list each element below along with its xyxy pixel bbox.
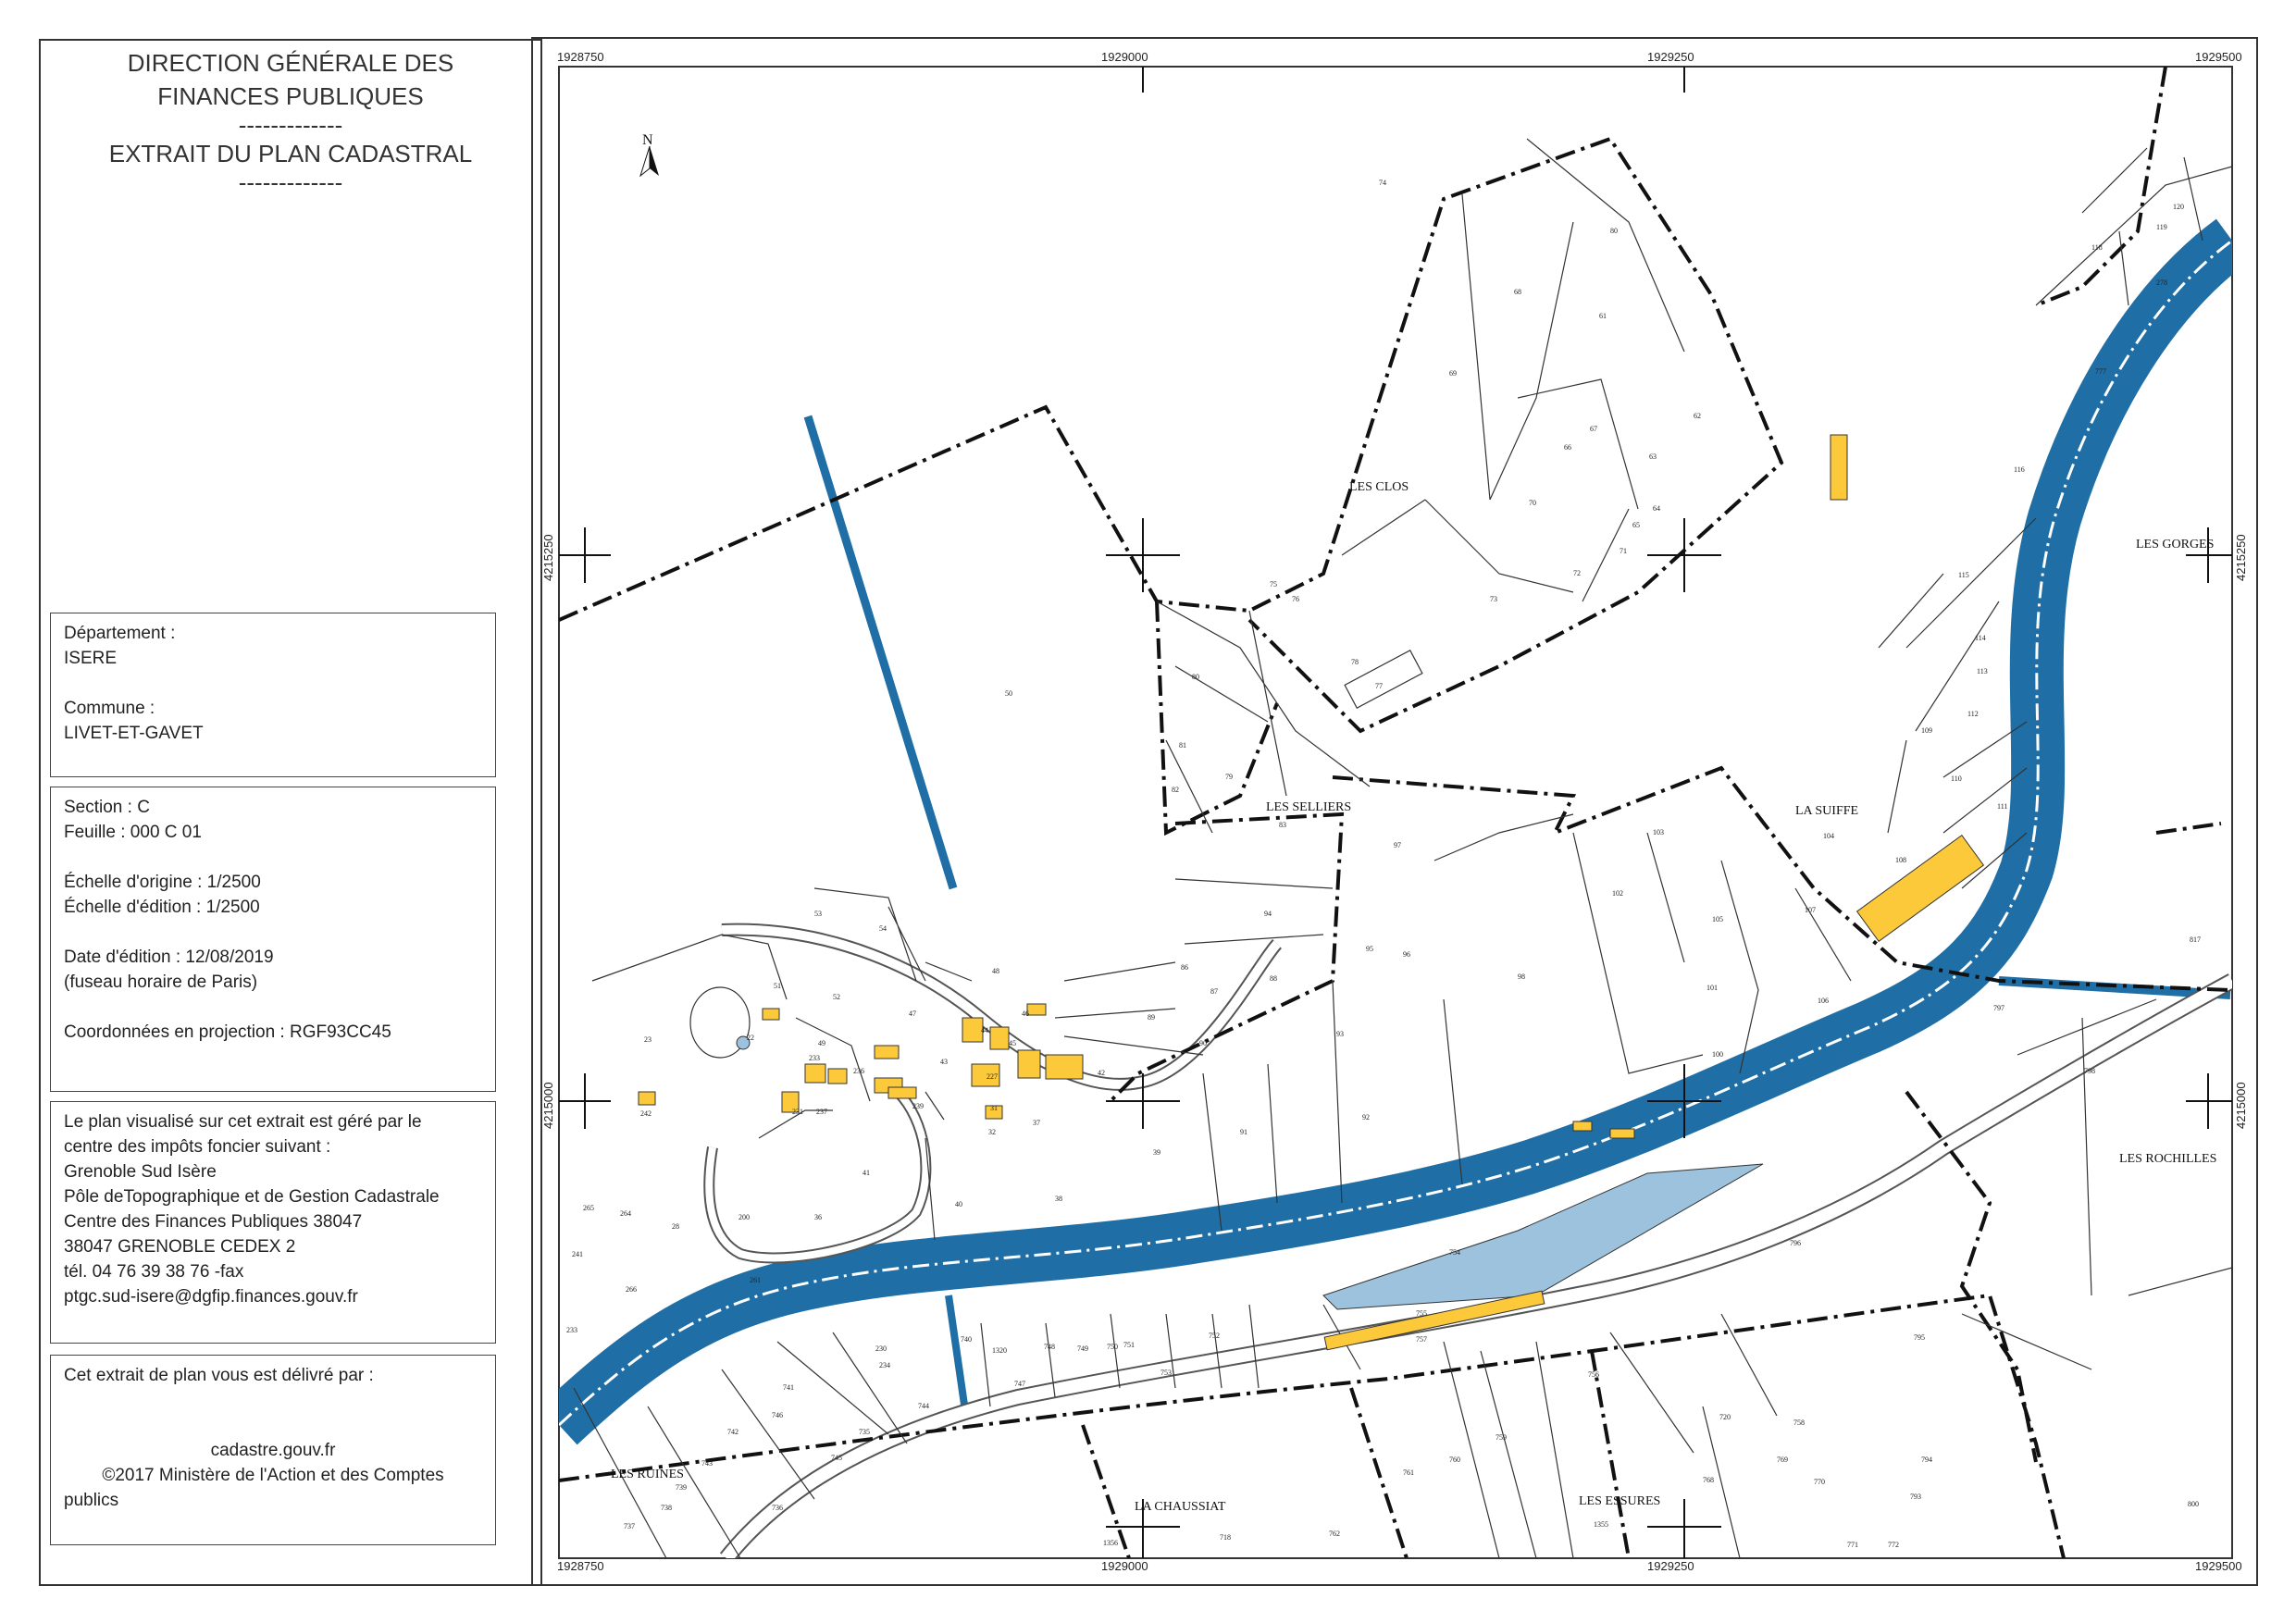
grid-cross-6 <box>2186 527 2232 583</box>
parcel-num: 69 <box>1449 369 1457 378</box>
parcel-num: 106 <box>1818 997 1829 1005</box>
parcel-num: 737 <box>624 1522 635 1530</box>
centre-l6: 38047 GRENOBLE CEDEX 2 <box>64 1237 296 1257</box>
coord-x-top-3: 1929250 <box>1647 50 1694 64</box>
village-loop-inner <box>709 1092 925 1258</box>
place-la-chaussiat: LA CHAUSSIAT <box>1135 1500 1226 1514</box>
parcel-lines-clos <box>1342 139 1684 601</box>
dept-value: ISERE <box>64 649 118 668</box>
building-o <box>1573 1121 1592 1131</box>
parcel-num: 61 <box>1599 312 1607 320</box>
parcel-num: 80 <box>1192 673 1199 681</box>
grid-cross-7 <box>2186 1073 2232 1129</box>
centre-l2: centre des impôts foncier suivant : <box>64 1137 331 1157</box>
building-q <box>888 1087 916 1098</box>
parcel-num: 100 <box>1712 1050 1723 1059</box>
place-les-selliers: LES SELLIERS <box>1266 800 1352 814</box>
parcel-num: 77 <box>1375 682 1383 690</box>
parcel-num: 104 <box>1823 832 1834 840</box>
parcel-num: 91 <box>1240 1128 1247 1136</box>
place-les-essures: LES ESSURES <box>1579 1494 1661 1508</box>
parcel-num: 771 <box>1847 1541 1858 1549</box>
parcel-num: 762 <box>1329 1530 1340 1538</box>
parcel-num: 87 <box>1210 987 1218 996</box>
parcel-num: 227 <box>987 1072 998 1081</box>
parcel-num: 62 <box>1694 412 1701 420</box>
parcel-num: 37 <box>1033 1119 1040 1127</box>
parcel-num: 752 <box>1209 1332 1220 1340</box>
parcel-num: 116 <box>2014 465 2025 474</box>
building-e <box>962 1018 983 1042</box>
parcel-num: 41 <box>863 1169 870 1177</box>
echelle-edition: Échelle d'édition : 1/2500 <box>64 898 260 917</box>
limit-east-3 <box>2156 824 2221 833</box>
place-les-clos: LES CLOS <box>1349 480 1409 494</box>
parcel-num: 793 <box>1910 1493 1921 1501</box>
parcel-num: 1356 <box>1103 1539 1118 1547</box>
parcel-num: 741 <box>783 1383 794 1392</box>
limit-north-west <box>559 139 1781 731</box>
canal <box>808 416 953 888</box>
parcel-num: 81 <box>1179 741 1186 750</box>
parcel-num: 750 <box>1107 1343 1118 1351</box>
parcel-num: 758 <box>1793 1419 1805 1427</box>
parcel-num: 120 <box>2173 203 2184 211</box>
parcel-num: 769 <box>1777 1456 1788 1464</box>
parcel-num: 48 <box>992 967 999 975</box>
parcel-num: 38 <box>1055 1195 1062 1203</box>
header-line3: EXTRAIT DU PLAN CADASTRAL <box>108 140 473 167</box>
limit-s2 <box>1351 1388 1407 1558</box>
parcel-num: 233 <box>566 1326 577 1334</box>
coord-x-top-1: 1928750 <box>557 50 604 64</box>
limit-east <box>2036 67 2166 305</box>
centre-l7: tél. 04 76 39 38 76 -fax <box>64 1262 244 1282</box>
parcel-num: 111 <box>1997 802 2008 811</box>
parcel-num: 31 <box>990 1104 998 1112</box>
parcel-num: 112 <box>1967 710 1979 718</box>
parcel-num: 101 <box>1706 984 1718 992</box>
parcel-num: 113 <box>1977 667 1988 675</box>
parcel-num: 71 <box>1620 547 1627 555</box>
parcel-num: 86 <box>1181 963 1188 972</box>
limit-south <box>559 1295 2064 1558</box>
limit-east-2 <box>1906 1092 2036 1462</box>
header-line2: FINANCES PUBLIQUES <box>157 82 424 110</box>
parcel-num: 79 <box>1225 773 1233 781</box>
parcel-num: 739 <box>676 1483 687 1492</box>
parcel-num: 231 <box>792 1108 803 1116</box>
commune-label: Commune : <box>64 699 155 718</box>
place-la-suiffe: LA SUIFFE <box>1795 804 1859 818</box>
parcel-num: 47 <box>909 1010 916 1018</box>
parcel-num: 119 <box>2156 223 2167 231</box>
parcel-num: 44 <box>981 1026 988 1035</box>
parcel-num: 42 <box>1098 1069 1105 1077</box>
building-p <box>1610 1129 1634 1138</box>
parcel-num: 747 <box>1014 1380 1025 1388</box>
place-les-gorges: LES GORGES <box>2136 538 2215 551</box>
parcel-num: 744 <box>918 1402 929 1410</box>
parcel-num: 738 <box>661 1504 672 1512</box>
parcel-num: 770 <box>1814 1478 1825 1486</box>
parcel-num: 43 <box>940 1058 948 1066</box>
parcel-num: 236 <box>853 1067 864 1075</box>
parcel-num: 102 <box>1612 889 1623 898</box>
parcel-num: 794 <box>1921 1456 1932 1464</box>
parcel-num: 230 <box>875 1344 887 1353</box>
parcel-num: 93 <box>1336 1030 1344 1038</box>
parcel-num: 89 <box>1148 1013 1155 1022</box>
parcel-num: 261 <box>750 1276 761 1284</box>
building-j <box>805 1064 825 1083</box>
parcel-num: 757 <box>1416 1335 1427 1344</box>
parcel-num: 114 <box>1975 634 1986 642</box>
coord-y-right-1: 4215250 <box>2234 534 2248 581</box>
centre-l1: Le plan visualisé sur cet extrait est géré par le <box>64 1112 422 1132</box>
parcel-num: 110 <box>1951 774 1962 783</box>
parcel-num: 795 <box>1914 1333 1925 1342</box>
fuseau-text: (fuseau horaire de Paris) <box>64 973 258 992</box>
north-label: N <box>642 132 653 148</box>
parcel-num: 1355 <box>1594 1520 1608 1529</box>
parcel-num: 64 <box>1653 504 1660 513</box>
parcel-num: 67 <box>1590 425 1597 433</box>
centre-l8[interactable]: ptgc.sud-isere@dgfip.finances.gouv.fr <box>64 1287 358 1307</box>
parcel-num: 22 <box>747 1034 754 1042</box>
parcel-num: 756 <box>1588 1370 1599 1379</box>
parcel-num: 94 <box>1264 910 1272 918</box>
parcel-num: 45 <box>1009 1039 1016 1047</box>
parcel-num: 772 <box>1888 1541 1899 1549</box>
parcel-num: 51 <box>774 982 781 990</box>
building-f <box>990 1027 1009 1049</box>
centre-l3: Grenoble Sud Isère <box>64 1162 217 1182</box>
parcel-num: 105 <box>1712 915 1723 923</box>
coord-y-left-1: 4215250 <box>541 534 555 581</box>
building-h <box>1046 1055 1083 1079</box>
feuille-text: Feuille : 000 C 01 <box>64 823 202 842</box>
parcel-num: 107 <box>1805 906 1816 914</box>
parcel-num: 75 <box>1270 580 1277 588</box>
place-les-ruines: LES RUINES <box>611 1468 684 1481</box>
parcel-num: 80 <box>1610 227 1618 235</box>
parcel-num: 740 <box>961 1335 972 1344</box>
centre-l4: Pôle deTopographique et de Gestion Cadastrale <box>64 1187 440 1207</box>
parcel-num: 103 <box>1653 828 1664 836</box>
coord-x-bottom-2: 1929000 <box>1101 1559 1148 1573</box>
parcel-num: 796 <box>1790 1239 1801 1247</box>
parcel-num: 265 <box>583 1204 594 1212</box>
grid-cross-4 <box>559 527 611 583</box>
parcel-num: 266 <box>626 1285 637 1294</box>
parcel-num: 72 <box>1573 569 1581 577</box>
parcel-num: 241 <box>572 1250 583 1258</box>
parcel-num: 751 <box>1123 1341 1135 1349</box>
parcel-num: 761 <box>1403 1468 1414 1477</box>
parcel-num: 95 <box>1366 945 1373 953</box>
parcel-num: 748 <box>1044 1343 1055 1351</box>
parcel-num: 237 <box>816 1108 827 1116</box>
parcel-num: 753 <box>1160 1369 1172 1377</box>
parcel-num: 53 <box>814 910 822 918</box>
place-les-rochilles: LES ROCHILLES <box>2119 1152 2217 1166</box>
parcel-num: 200 <box>738 1213 750 1221</box>
parcel-num: 800 <box>2188 1500 2199 1508</box>
coordonnees-text: Coordonnées en projection : RGF93CC45 <box>64 1022 391 1042</box>
parcel-num: 278 <box>2156 279 2167 287</box>
building-m <box>1027 1004 1046 1015</box>
parcel-num: 73 <box>1490 595 1497 603</box>
parcel-num: 742 <box>727 1428 738 1436</box>
header-sep1: ------------- <box>238 111 343 139</box>
parcel-num: 115 <box>1958 571 1969 579</box>
parcel-num: 39 <box>1153 1148 1160 1157</box>
building-a <box>763 1009 779 1020</box>
parcel-num: 82 <box>1172 786 1179 794</box>
section-text: Section : C <box>64 798 150 817</box>
limit-south-east <box>1333 768 2230 990</box>
parcel-num: 109 <box>1921 726 1932 735</box>
coord-x-bottom-3: 1929250 <box>1647 1559 1694 1573</box>
coord-x-top-4: 1929500 <box>2195 50 2242 64</box>
parcel-num: 768 <box>1703 1476 1714 1484</box>
coord-x-bottom-1: 1928750 <box>557 1559 604 1573</box>
parcel-num: 234 <box>879 1361 890 1369</box>
parcel-num: 797 <box>1993 1004 2004 1012</box>
centre-l5: Centre des Finances Publiques 38047 <box>64 1212 363 1232</box>
building-50 <box>1831 435 1847 500</box>
parcel-num: 63 <box>1649 452 1657 461</box>
parcel-num: 23 <box>644 1035 652 1044</box>
parcel-num: 74 <box>1379 179 1386 187</box>
parcel-num: 46 <box>1022 1010 1029 1018</box>
coord-x-bottom-4: 1929500 <box>2195 1559 2242 1573</box>
parcel-num: 97 <box>1394 841 1401 849</box>
parcel-num: 264 <box>620 1209 631 1218</box>
parcel-num: 749 <box>1077 1344 1088 1353</box>
parcel-num: 88 <box>1270 974 1277 983</box>
parcel-num: 92 <box>1362 1113 1370 1121</box>
grid-tick-top <box>1143 67 1684 93</box>
building-c <box>875 1046 899 1059</box>
coord-y-right-2: 4215000 <box>2234 1082 2248 1129</box>
delivery-l1: Cet extrait de plan vous est délivré par : <box>64 1366 374 1385</box>
village-road-inner <box>722 930 1277 1084</box>
parcel-num: 32 <box>988 1128 996 1136</box>
parcel-num: 743 <box>701 1459 713 1468</box>
parcel-num: 233 <box>809 1054 820 1062</box>
parcel-num: 40 <box>955 1200 962 1208</box>
parcel-num: 746 <box>772 1411 783 1419</box>
parcel-num: 28 <box>672 1222 679 1231</box>
commune-value: LIVET-ET-GAVET <box>64 724 204 743</box>
parcel-num: 70 <box>1529 499 1536 507</box>
parcel-num: 1320 <box>992 1346 1007 1355</box>
limit-mid <box>1111 814 1342 1101</box>
parcel-num: 777 <box>2095 367 2106 376</box>
delivery-l4: publics <box>64 1491 119 1510</box>
building-k <box>828 1069 847 1084</box>
parcel-num: 54 <box>879 924 887 933</box>
parcel-num: 83 <box>1279 821 1286 829</box>
parcel-num: 736 <box>772 1504 783 1512</box>
parcel-num: 817 <box>2190 935 2201 944</box>
parcel-num: 754 <box>1449 1248 1460 1257</box>
parcel-num: 239 <box>912 1102 924 1110</box>
parcel-num: 78 <box>1351 658 1359 666</box>
parcel-num: 65 <box>1632 521 1640 529</box>
parcel-num: 98 <box>1518 973 1525 981</box>
parcel-num: 735 <box>859 1428 870 1436</box>
parcel-num: 118 <box>2091 243 2103 252</box>
building-g <box>1018 1050 1040 1078</box>
coord-x-top-2: 1929000 <box>1101 50 1148 64</box>
parcel-num: 68 <box>1514 288 1521 296</box>
parcel-num: 759 <box>1496 1433 1507 1442</box>
parcel-num: 49 <box>818 1039 825 1047</box>
parcel-num: 760 <box>1449 1456 1460 1464</box>
parcel-num: 755 <box>1416 1309 1427 1318</box>
parcel-num: 720 <box>1719 1413 1731 1421</box>
parcel-lines-south <box>981 1305 1777 1558</box>
parcel-num: 745 <box>831 1454 842 1462</box>
parcel-lines-village <box>592 888 972 1240</box>
parcel-num: 96 <box>1403 950 1410 959</box>
parcel-num: 76 <box>1292 595 1299 603</box>
parcel-num: 108 <box>1895 856 1906 864</box>
parcel-num: 90 <box>1199 1039 1207 1047</box>
building-b <box>639 1092 655 1105</box>
building-108 <box>1857 836 1984 942</box>
delivery-l2[interactable]: cadastre.gouv.fr <box>210 1441 336 1460</box>
header-sep2: ------------- <box>238 168 343 196</box>
parcel-num: 52 <box>833 993 840 1001</box>
date-edition: Date d'édition : 12/08/2019 <box>64 948 274 967</box>
parcel-num: 36 <box>814 1213 822 1221</box>
north-arrow-icon <box>640 146 659 176</box>
parcel-num: 242 <box>640 1109 652 1118</box>
grid-cross-5 <box>559 1073 611 1129</box>
parcel-num: 798 <box>2084 1067 2095 1075</box>
parcel-num: 50 <box>1005 689 1012 698</box>
dept-label: Département : <box>64 624 176 643</box>
header-line1: DIRECTION GÉNÉRALE DES <box>127 49 454 77</box>
canal-lower <box>949 1295 965 1411</box>
coord-y-left-2: 4215000 <box>541 1082 555 1129</box>
parcel-num: 718 <box>1220 1533 1231 1542</box>
echelle-origine: Échelle d'origine : 1/2500 <box>64 873 261 892</box>
delivery-l3: ©2017 Ministère de l'Action et des Comptes <box>102 1466 444 1485</box>
limit-center <box>1157 601 1277 833</box>
village-road <box>722 930 1277 1084</box>
parcel-num: 66 <box>1564 443 1571 452</box>
